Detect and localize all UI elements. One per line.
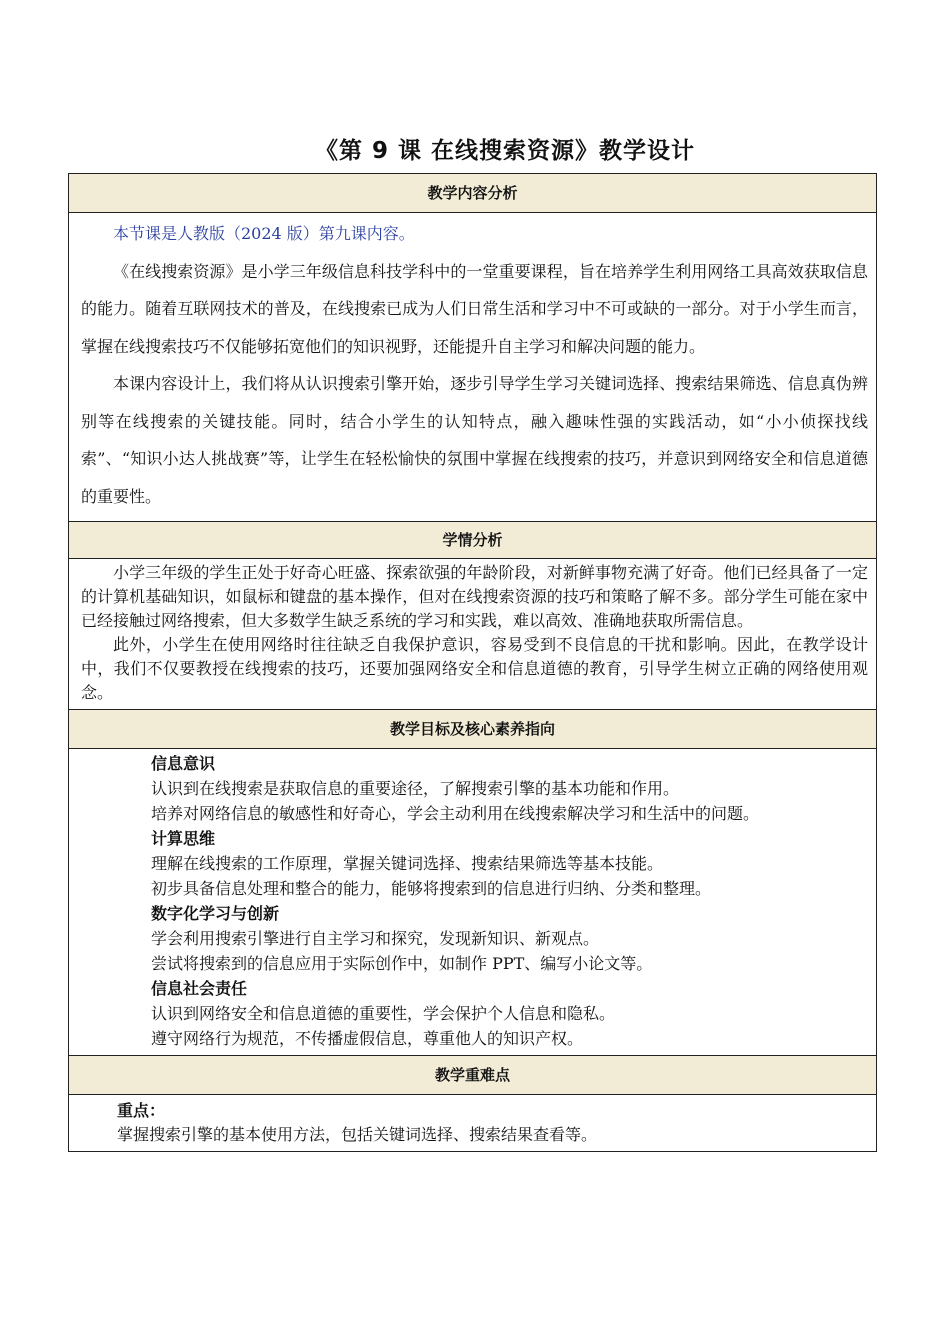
content-analysis-intro: 本节课是人教版（2024 版）第九课内容。 [113, 224, 415, 243]
section-header-row [69, 522, 877, 559]
objective-item: 遵守网络行为规范，不传播虚假信息，尊重他人的知识产权。 [151, 1029, 584, 1048]
objective-group-title: 信息意识 [151, 754, 216, 773]
section-body-row [69, 213, 877, 522]
key-points-body [69, 1095, 877, 1152]
objective-item: 尝试将搜索到的信息应用于实际创作中，如制作 PPT、编写小论文等。 [151, 954, 653, 973]
lesson-plan-table [68, 173, 877, 1152]
key-point-text: 掌握搜索引擎的基本使用方法，包括关键词选择、搜索结果查看等。 [117, 1125, 598, 1144]
objectives-heading: 教学目标及核心素养指向 [69, 710, 877, 749]
document-title: 《第 9 课 在线搜索资源》教学设计 [314, 138, 696, 164]
objective-item: 理解在线搜索的工作原理，掌握关键词选择、搜索结果筛选等基本技能。 [151, 854, 664, 873]
content-analysis-heading: 教学内容分析 [69, 174, 877, 213]
learner-analysis-paragraph: 此外，小学生在使用网络时往往缺乏自我保护意识，容易受到不良信息的干扰和影响。因此，在教学设计中，我们不仅要教授在线搜索的技巧，还要加强网络安全和信息道德的教育，引导学生树立正确的网络使用观念。 [81, 635, 868, 702]
section-header-row [69, 1056, 877, 1095]
learner-analysis-heading: 学情分析 [69, 522, 877, 559]
learner-analysis-body [69, 559, 877, 710]
section-body-row [69, 1095, 877, 1152]
objective-item: 初步具备信息处理和整合的能力，能够将搜索到的信息进行归纳、分类和整理。 [151, 879, 712, 898]
objective-group-title: 信息社会责任 [151, 979, 248, 998]
content-analysis-paragraph: 本课内容设计上，我们将从认识搜索引擎开始，逐步引导学生学习关键词选择、搜索结果筛选、信息真伪辨别等在线搜索的关键技能。同时，结合小学生的认知特点，融入趣味性强的实践活动，如“小小侦探找线索”、“知识小达人挑战赛”等，让学生在轻松愉快的氛围中掌握在线搜索的技巧，并意识到网络安全和信息道德的重要性。 [81, 374, 868, 506]
learner-analysis-paragraph: 小学三年级的学生正处于好奇心旺盛、探索欲强的年龄阶段，对新鲜事物充满了好奇。他们已经具备了一定的计算机基础知识，如鼠标和键盘的基本操作，但对在线搜索资源的技巧和策略了解不多。部分学生可能在家中已经接触过网络搜索，但大多数学生缺乏系统的学习和实践，难以高效、准确地获取所需信息。 [81, 563, 868, 630]
objective-item: 学会利用搜索引擎进行自主学习和探究，发现新知识、新观点。 [151, 929, 600, 948]
key-points-heading: 教学重难点 [69, 1056, 877, 1095]
section-header-row [69, 174, 877, 213]
section-header-row [69, 710, 877, 749]
objective-group-title: 数字化学习与创新 [151, 904, 280, 923]
section-body-row [69, 749, 877, 1056]
objective-item: 认识到网络安全和信息道德的重要性，学会保护个人信息和隐私。 [151, 1004, 616, 1023]
objectives-body [69, 749, 877, 1056]
objective-group-title: 计算思维 [151, 829, 216, 848]
key-point-label: 重点： [117, 1101, 166, 1120]
section-body-row [69, 559, 877, 710]
content-analysis-body [69, 213, 877, 522]
objective-item: 培养对网络信息的敏感性和好奇心，学会主动利用在线搜索解决学习和生活中的问题。 [151, 804, 760, 823]
content-analysis-paragraph: 《在线搜索资源》是小学三年级信息科技学科中的一堂重要课程，旨在培养学生利用网络工具高效获取信息的能力。随着互联网技术的普及，在线搜索已成为人们日常生活和学习中不可或缺的一部分。对于小学生而言，掌握在线搜索技巧不仅能够拓宽他们的知识视野，还能提升自主学习和解决问题的能力。 [81, 261, 868, 356]
objective-item: 认识到在线搜索是获取信息的重要途径，了解搜索引擎的基本功能和作用。 [151, 779, 680, 798]
